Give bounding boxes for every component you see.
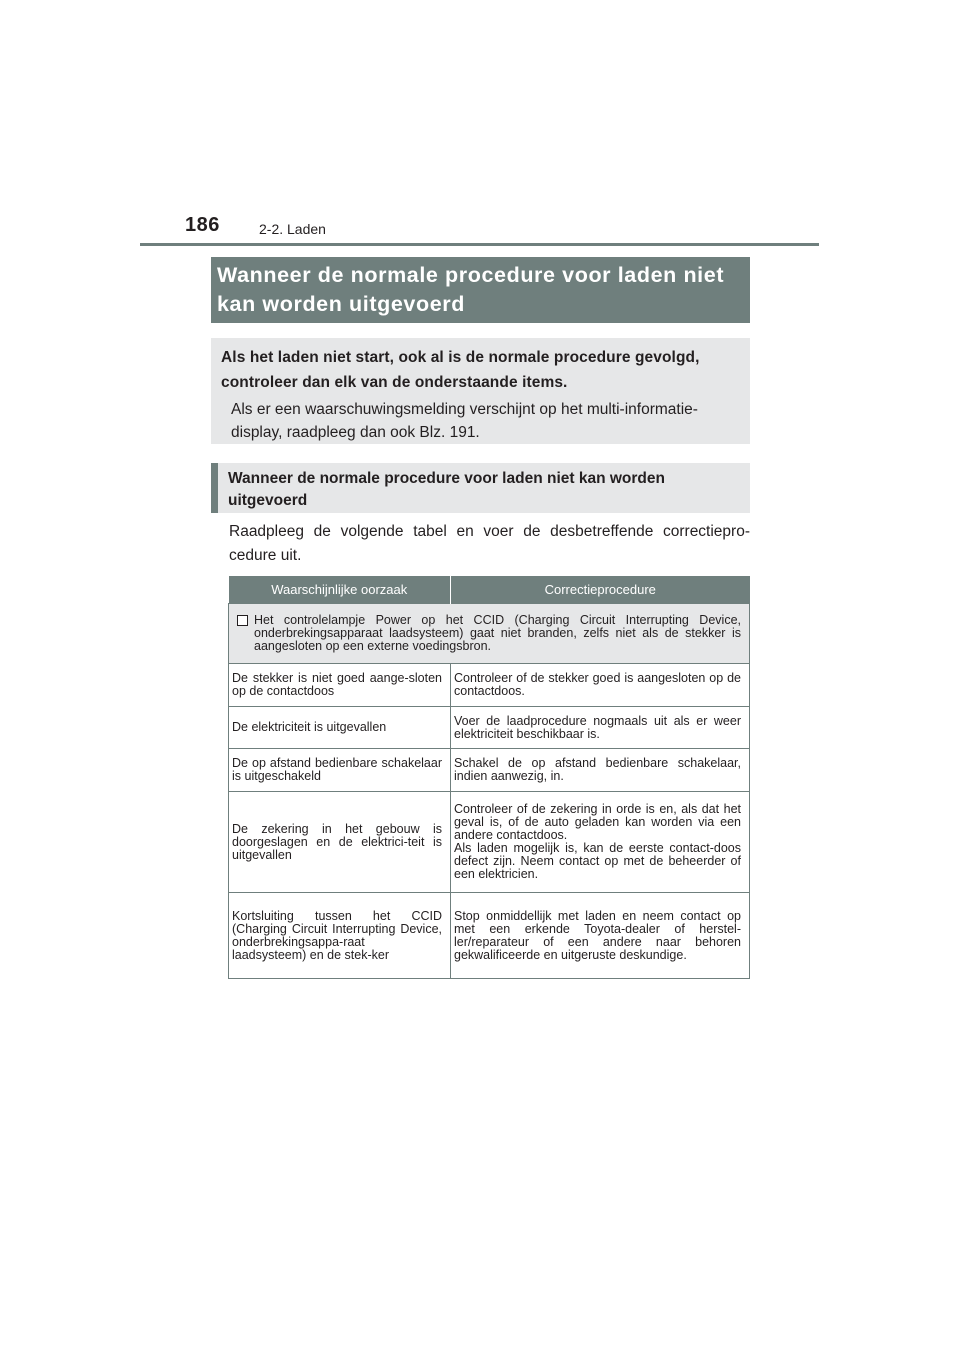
fix-cell bbox=[451, 792, 750, 893]
table-header-row bbox=[229, 576, 750, 604]
checkbox-icon bbox=[237, 615, 248, 626]
header-divider bbox=[140, 243, 819, 246]
fix-cell: Stop onmiddellijk met laden en neem contact op met een erkende Toyota-dealer of herstel-ler/reparateur of een andere naar behoren gekwalificeerde en uitgeruste deskundige. bbox=[451, 893, 750, 979]
fix-text-extra: Als laden mogelijk is, kan de eerste contact-doos defect zijn. Neem contact op met de beheerder of een elektricien. bbox=[454, 841, 741, 881]
section-label: 2-2. Laden bbox=[259, 221, 326, 237]
intro-note: Als er een waarschuwingsmelding verschijnt op het multi-informatie-display, raadpleeg dan ook Blz. 191. bbox=[231, 401, 698, 441]
table-row bbox=[229, 664, 750, 707]
category-text: Het controlelampje Power op het CCID (Charging Circuit Interrupting Device, onderbrekingsapparaat laadsysteem) gaat niet branden, zelfs niet als de stekker is aangesloten op een externe voedingsbron. bbox=[254, 613, 741, 653]
column-header-cause: Waarschijnlijke oorzaak bbox=[229, 576, 451, 604]
table-row bbox=[229, 792, 750, 893]
fix-text: Controleer of de zekering in orde is en, als dat het geval is, of de auto geladen kan worden via een andere contactdoos. bbox=[454, 802, 741, 842]
troubleshooting-table bbox=[228, 576, 750, 979]
category-cell bbox=[229, 604, 750, 664]
fix-cell: Controleer of de stekker goed is aangesloten op de contactdoos. bbox=[451, 664, 750, 707]
column-header-fix: Correctieprocedure bbox=[451, 576, 750, 604]
table-row bbox=[229, 893, 750, 979]
cause-cell: De stekker is niet goed aange-sloten op de contactdoos bbox=[229, 664, 451, 707]
cause-cell: De zekering in het gebouw is doorgeslagen en de elektrici-teit is uitgevallen bbox=[229, 792, 451, 893]
intro-box bbox=[211, 338, 750, 444]
cause-cell: Kortsluiting tussen het CCID (Charging Circuit Interrupting Device, onderbrekingsappa-raat laadsysteem) en de stek-ker bbox=[229, 893, 451, 979]
fix-cell: Schakel de op afstand bedienbare schakelaar, indien aanwezig, in. bbox=[451, 749, 750, 792]
fix-cell: Voer de laadprocedure nogmaals uit als er weer elektriciteit beschikbaar is. bbox=[451, 707, 750, 749]
section-title: Wanneer de normale procedure voor laden niet kan worden uitgevoerd bbox=[211, 257, 750, 323]
body-text: Raadpleeg de volgende tabel en voer de desbetreffende correctiepro-cedure uit. bbox=[229, 523, 750, 564]
page-number: 186 bbox=[185, 214, 220, 236]
table-row bbox=[229, 749, 750, 792]
intro-instruction: Als het laden niet start, ook al is de normale procedure gevolgd, controleer dan elk van de onderstaande items. bbox=[221, 349, 700, 391]
cause-cell: De op afstand bedienbare schakelaar is uitgeschakeld bbox=[229, 749, 451, 792]
cause-cell: De elektriciteit is uitgevallen bbox=[229, 707, 451, 749]
subheading: Wanneer de normale procedure voor laden niet kan worden uitgevoerd bbox=[211, 463, 750, 513]
table-row bbox=[229, 707, 750, 749]
category-row bbox=[229, 604, 750, 664]
